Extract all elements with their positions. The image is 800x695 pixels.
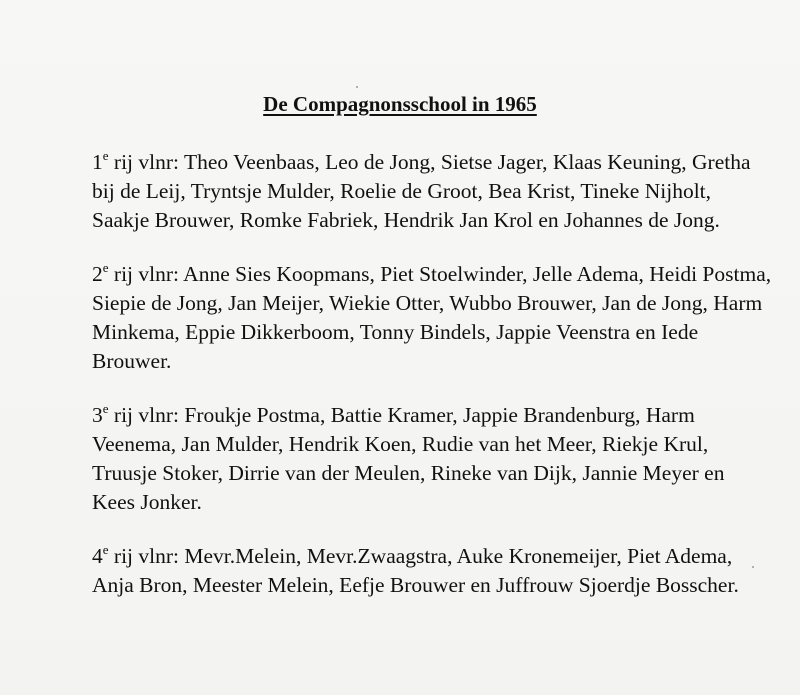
- row-ordinal: [92, 150, 109, 174]
- row-ordinal: [92, 262, 109, 286]
- row-ordinal: [92, 544, 109, 568]
- row-ordinal-suffix: e: [102, 542, 109, 557]
- row-names: rij vlnr: Anne Sies Koopmans, Piet Stoelwinder, Jelle Adema, Heidi Postma, Siepie de Jong, Jan Meijer, Wiekie Otter, Wubbo Brouwer, Jan de Jong, Harm Minkema, Eppie Dikkerboom, Tonny Bindels, Jappie Veenstra en Iede Brouwer.: [92, 262, 772, 373]
- document-title: De Compagnonsschool in 1965: [263, 92, 537, 116]
- row-ordinal-suffix: e: [102, 148, 109, 163]
- row-paragraph-4: [92, 542, 772, 600]
- row-ordinal-suffix: e: [102, 260, 109, 275]
- row-ordinal: [92, 403, 109, 427]
- row-names: rij vlnr: Froukje Postma, Battie Kramer, Jappie Brandenburg, Harm Veenema, Jan Mulder, Hendrik Koen, Rudie van het Meer, Riekje Krul, Truusje Stoker, Dirrie van der Meulen, Rineke van Dijk, Jannie Meyer en Kees Jonker.: [92, 403, 725, 514]
- row-paragraph-1: [92, 148, 772, 235]
- row-number: 1: [92, 150, 103, 174]
- scan-speck: [356, 86, 358, 88]
- row-names: rij vlnr: Theo Veenbaas, Leo de Jong, Sietse Jager, Klaas Keuning, Gretha bij de Leij, Tryntsje Mulder, Roelie de Groot, Bea Krist, Tineke Nijholt, Saakje Brouwer, Romke Fabriek, Hendrik Jan Krol en Johannes de Jong.: [92, 150, 751, 232]
- row-number: 4: [92, 544, 103, 568]
- row-names: rij vlnr: Mevr.Melein, Mevr.Zwaagstra, Auke Kronemeijer, Piet Adema, Anja Bron, Meester Melein, Eefje Brouwer en Juffrouw Sjoerdje Bosscher.: [92, 544, 739, 597]
- row-number: 3: [92, 403, 103, 427]
- row-ordinal-suffix: e: [102, 401, 109, 416]
- row-paragraph-2: [92, 260, 772, 376]
- row-number: 2: [92, 262, 103, 286]
- row-descriptions: [92, 148, 772, 625]
- row-paragraph-3: [92, 401, 772, 517]
- scan-speck: [752, 566, 754, 568]
